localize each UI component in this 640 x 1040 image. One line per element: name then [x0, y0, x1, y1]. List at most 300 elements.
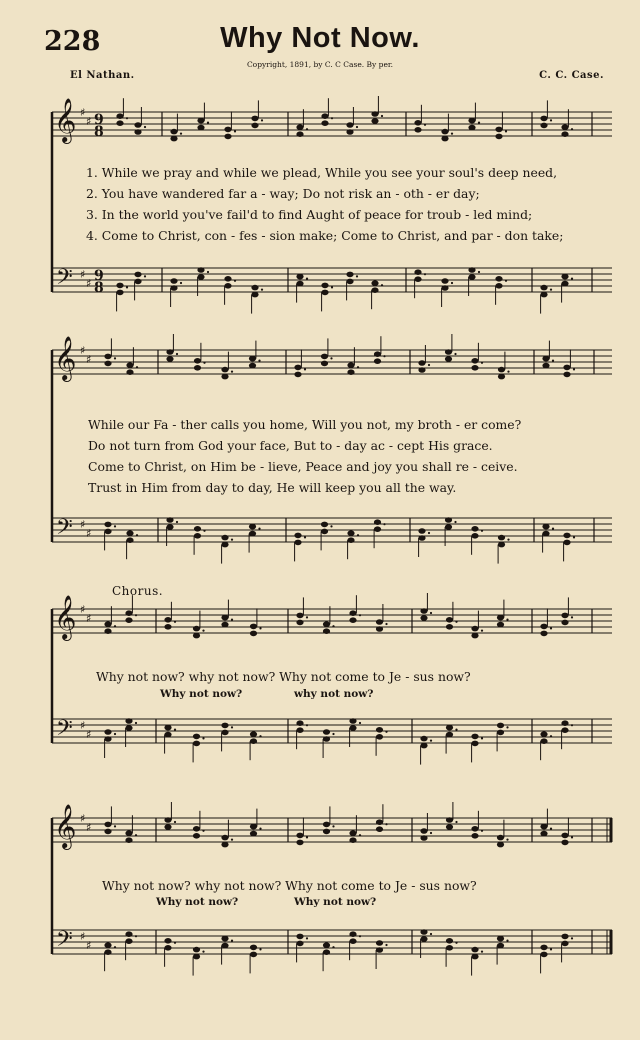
note-head: [376, 819, 383, 825]
chorus-echo-2b: Why not now?: [294, 896, 377, 908]
note-head: [542, 356, 549, 362]
note-head: [164, 938, 171, 944]
note-head: [420, 835, 427, 841]
note-head: [498, 535, 505, 541]
note-dot: [430, 612, 432, 614]
note-dot: [231, 940, 233, 942]
chorus-echo-1b: why not now?: [294, 688, 374, 700]
note-head: [420, 936, 427, 942]
note-dot: [430, 832, 432, 834]
note-head: [224, 276, 231, 282]
note-dot: [478, 122, 480, 124]
note-dot: [424, 124, 426, 126]
note-head: [104, 628, 111, 634]
note-dot: [306, 616, 308, 618]
note-head: [542, 363, 549, 369]
note-dot: [359, 834, 361, 836]
chorus-label: Chorus.: [112, 584, 164, 598]
treble-clef-icon: 𝄞: [54, 804, 77, 848]
note-dot: [114, 733, 116, 735]
note-dot: [231, 726, 233, 728]
note-dot: [234, 280, 236, 282]
note-head: [321, 354, 328, 360]
note-dot: [114, 525, 116, 527]
note-head: [323, 829, 330, 835]
note-head: [134, 129, 141, 135]
note-dot: [573, 536, 575, 538]
verse-3-line-2: Come to Christ, on Him be - lieve, Peace and joy you shall re - ceive.: [88, 459, 518, 474]
note-head: [471, 734, 478, 740]
time-sig-bottom: 8: [94, 280, 104, 296]
note-dot: [114, 825, 116, 827]
note-head: [164, 817, 171, 823]
note-head: [164, 945, 171, 951]
note-head: [224, 283, 231, 289]
note-dot: [357, 534, 359, 536]
note-head: [371, 118, 378, 124]
sharp-icon: ♯: [80, 268, 86, 281]
note-dot: [259, 627, 261, 629]
note-head: [296, 131, 303, 137]
note-dot: [428, 532, 430, 534]
composer: C. C. Case.: [539, 70, 604, 81]
note-head: [497, 622, 504, 628]
note-head: [323, 628, 330, 634]
treble-clef-icon: 𝄞: [54, 336, 77, 380]
note-dot: [385, 623, 387, 625]
sharp-icon: ♯: [80, 719, 86, 732]
note-head: [349, 725, 356, 731]
note-head: [561, 941, 568, 947]
note-head: [540, 945, 547, 951]
note-head: [296, 727, 303, 733]
note-dot: [259, 948, 261, 950]
note-head: [197, 125, 204, 131]
note-head: [104, 729, 111, 735]
note-head: [495, 276, 502, 282]
note-head: [418, 535, 425, 541]
note-head: [497, 943, 504, 949]
note-head: [323, 736, 330, 742]
note-head: [445, 517, 452, 523]
note-head: [126, 362, 133, 368]
note-head: [371, 287, 378, 293]
note-head: [376, 947, 383, 953]
note-head: [349, 938, 356, 944]
note-head: [134, 279, 141, 285]
note-head: [104, 621, 111, 627]
note-dot: [114, 357, 116, 359]
note-head: [446, 732, 453, 738]
note-head: [296, 620, 303, 626]
chorus-echo-2a: Why not now?: [156, 896, 239, 908]
note-head: [446, 617, 453, 623]
note-head: [542, 524, 549, 530]
note-dot: [571, 724, 573, 726]
note-head: [471, 947, 478, 953]
note-head: [347, 369, 354, 375]
note-head: [468, 118, 475, 124]
note-head: [347, 537, 354, 543]
note-dot: [481, 530, 483, 532]
note-head: [116, 113, 123, 119]
note-head: [540, 624, 547, 630]
note-head: [420, 608, 427, 614]
note-head: [250, 831, 257, 837]
note-head: [194, 533, 201, 539]
note-head: [221, 835, 228, 841]
note-head: [197, 118, 204, 124]
note-head: [250, 624, 257, 630]
sharp-icon: ♯: [80, 930, 86, 943]
note-head: [250, 731, 257, 737]
note-head: [561, 727, 568, 733]
note-head: [193, 826, 200, 832]
note-head: [296, 941, 303, 947]
note-dot: [383, 523, 385, 525]
note-head: [194, 358, 201, 364]
note-head: [170, 285, 177, 291]
note-head: [296, 613, 303, 619]
note-head: [296, 124, 303, 130]
note-dot: [359, 722, 361, 724]
note-head: [164, 732, 171, 738]
note-head: [221, 622, 228, 628]
note-head: [540, 952, 547, 958]
note-head: [420, 615, 427, 621]
note-dot: [259, 828, 261, 830]
note-dot: [180, 133, 182, 135]
note-dot: [176, 353, 178, 355]
note-dot: [135, 834, 137, 836]
note-head: [294, 372, 301, 378]
note-head: [296, 934, 303, 940]
note-dot: [174, 621, 176, 623]
note-head: [321, 120, 328, 126]
note-head: [104, 736, 111, 742]
note-head: [349, 610, 356, 616]
note-dot: [359, 935, 361, 937]
note-head: [321, 283, 328, 289]
note-dot: [454, 353, 456, 355]
note-dot: [330, 357, 332, 359]
sharp-icon: ♯: [86, 115, 92, 128]
note-head: [194, 365, 201, 371]
note-head: [296, 274, 303, 280]
note-dot: [202, 630, 204, 632]
note-dot: [478, 271, 480, 273]
note-head: [170, 136, 177, 142]
note-head: [446, 938, 453, 944]
chorus-echo-1a: Why not now?: [160, 688, 243, 700]
note-head: [134, 272, 141, 278]
note-head: [193, 741, 200, 747]
note-head: [125, 617, 132, 623]
treble-clef-icon: 𝄞: [54, 595, 77, 639]
verse-2-line-1: 2. You have wandered far a - way; Do not risk an - oth - er day;: [86, 186, 480, 201]
note-dot: [176, 521, 178, 523]
note-head: [376, 826, 383, 832]
note-head: [347, 530, 354, 536]
note-head: [446, 945, 453, 951]
note-head: [471, 826, 478, 832]
note-head: [193, 734, 200, 740]
note-head: [563, 372, 570, 378]
note-dot: [306, 937, 308, 939]
note-head: [125, 718, 132, 724]
note-head: [166, 349, 173, 355]
note-dot: [231, 371, 233, 373]
note-head: [374, 526, 381, 532]
note-head: [126, 369, 133, 375]
chorus-lyrics-2: Why not now? why not now? Why not come to Je - sus now?: [102, 878, 477, 893]
note-dot: [385, 731, 387, 733]
sharp-icon: ♯: [86, 527, 92, 540]
note-dot: [202, 951, 204, 953]
note-head: [249, 363, 256, 369]
note-dot: [332, 946, 334, 948]
note-head: [446, 817, 453, 823]
note-head: [376, 727, 383, 733]
note-head: [540, 123, 547, 129]
note-head: [441, 136, 448, 142]
note-head: [104, 949, 111, 955]
note-head: [371, 280, 378, 286]
note-head: [321, 113, 328, 119]
time-sig-top: 9: [94, 112, 104, 128]
note-head: [116, 283, 123, 289]
note-head: [251, 123, 258, 129]
note-dot: [455, 942, 457, 944]
note-head: [104, 361, 111, 367]
note-head: [471, 626, 478, 632]
note-dot: [174, 821, 176, 823]
note-head: [540, 738, 547, 744]
note-head: [540, 731, 547, 737]
note-head: [471, 741, 478, 747]
note-head: [193, 633, 200, 639]
note-head: [468, 267, 475, 273]
time-sig-top: 9: [94, 268, 104, 284]
note-dot: [144, 275, 146, 277]
note-head: [420, 929, 427, 935]
note-head: [420, 736, 427, 742]
note-dot: [330, 525, 332, 527]
bass-clef-icon: 𝄢: [56, 927, 73, 957]
note-head: [221, 842, 228, 848]
note-head: [166, 356, 173, 362]
note-dot: [455, 821, 457, 823]
note-head: [498, 367, 505, 373]
note-head: [323, 822, 330, 828]
lyricist: El Nathan.: [70, 70, 135, 81]
note-dot: [258, 360, 260, 362]
note-head: [346, 129, 353, 135]
note-head: [104, 354, 111, 360]
note-dot: [571, 836, 573, 838]
note-head: [164, 624, 171, 630]
note-head: [126, 530, 133, 536]
note-dot: [506, 940, 508, 942]
note-dot: [234, 130, 236, 132]
note-dot: [174, 729, 176, 731]
note-head: [104, 822, 111, 828]
note-dot: [383, 355, 385, 357]
note-dot: [304, 536, 306, 538]
note-dot: [481, 630, 483, 632]
note-head: [376, 626, 383, 632]
verse-3-line-1: 3. In the world you've fail'd to find Aught of peace for troub - led mind;: [86, 207, 533, 222]
note-head: [193, 833, 200, 839]
note-head: [321, 529, 328, 535]
note-head: [374, 351, 381, 357]
note-head: [224, 127, 231, 133]
note-dot: [550, 948, 552, 950]
note-head: [125, 610, 132, 616]
note-head: [349, 617, 356, 623]
sharp-icon: ♯: [80, 603, 86, 616]
note-head: [540, 116, 547, 122]
note-head: [194, 526, 201, 532]
note-head: [561, 131, 568, 137]
note-head: [125, 931, 132, 937]
note-head: [561, 620, 568, 626]
note-dot: [451, 133, 453, 135]
note-dot: [571, 278, 573, 280]
note-head: [166, 517, 173, 523]
note-dot: [202, 737, 204, 739]
note-dot: [114, 946, 116, 948]
note-head: [446, 725, 453, 731]
note-dot: [506, 619, 508, 621]
note-dot: [385, 944, 387, 946]
note-head: [471, 526, 478, 532]
note-head: [561, 720, 568, 726]
note-head: [221, 615, 228, 621]
note-head: [323, 729, 330, 735]
note-head: [126, 537, 133, 543]
note-dot: [424, 273, 426, 275]
note-head: [346, 279, 353, 285]
note-head: [441, 278, 448, 284]
note-head: [221, 723, 228, 729]
note-dot: [332, 825, 334, 827]
note-head: [376, 734, 383, 740]
note-head: [347, 362, 354, 368]
note-dot: [455, 729, 457, 731]
note-dot: [506, 726, 508, 728]
note-dot: [203, 530, 205, 532]
sharp-icon: ♯: [86, 353, 92, 366]
note-dot: [356, 275, 358, 277]
note-dot: [571, 128, 573, 130]
note-head: [374, 358, 381, 364]
note-head: [104, 522, 111, 528]
note-head: [221, 542, 228, 548]
note-head: [497, 842, 504, 848]
note-dot: [331, 117, 333, 119]
note-dot: [135, 722, 137, 724]
note-head: [418, 528, 425, 534]
note-dot: [507, 539, 509, 541]
note-dot: [506, 839, 508, 841]
note-head: [249, 531, 256, 537]
note-head: [323, 621, 330, 627]
note-dot: [261, 119, 263, 121]
note-head: [495, 283, 502, 289]
note-head: [296, 833, 303, 839]
copyright-notice: Copyright, 1891, by C. C Case. By per.: [246, 60, 394, 69]
note-head: [371, 111, 378, 117]
time-sig-bottom: 8: [94, 124, 104, 140]
note-dot: [135, 935, 137, 937]
note-head: [349, 718, 356, 724]
note-head: [497, 615, 504, 621]
note-dot: [207, 122, 209, 124]
note-head: [561, 281, 568, 287]
note-dot: [203, 362, 205, 364]
note-head: [323, 942, 330, 948]
note-dot: [306, 128, 308, 130]
note-dot: [259, 735, 261, 737]
note-head: [495, 134, 502, 140]
note-head: [542, 531, 549, 537]
note-head: [250, 945, 257, 951]
sharp-icon: ♯: [86, 612, 92, 625]
note-dot: [454, 521, 456, 523]
note-head: [561, 124, 568, 130]
verse-4-line-1: 4. Come to Christ, con - fes - sion make; Come to Christ, and par - don take;: [86, 228, 564, 243]
note-head: [497, 723, 504, 729]
note-head: [221, 367, 228, 373]
note-head: [561, 613, 568, 619]
note-head: [346, 122, 353, 128]
note-dot: [306, 278, 308, 280]
verse-1-line-2: While our Fa - ther calls you home, Will you not, my broth - er come?: [88, 417, 522, 432]
treble-clef-icon: 𝄞: [54, 98, 77, 142]
note-dot: [481, 830, 483, 832]
note-dot: [306, 724, 308, 726]
note-head: [125, 837, 132, 843]
note-head: [374, 519, 381, 525]
note-head: [471, 633, 478, 639]
note-dot: [505, 130, 507, 132]
note-dot: [357, 366, 359, 368]
note-head: [471, 533, 478, 539]
note-dot: [481, 951, 483, 953]
note-head: [414, 269, 421, 275]
note-dot: [144, 126, 146, 128]
note-dot: [231, 539, 233, 541]
note-dot: [207, 271, 209, 273]
note-head: [104, 529, 111, 535]
note-head: [170, 129, 177, 135]
note-head: [250, 952, 257, 958]
note-head: [540, 631, 547, 637]
note-head: [193, 626, 200, 632]
sharp-icon: ♯: [86, 939, 92, 952]
note-head: [221, 943, 228, 949]
note-head: [540, 292, 547, 298]
note-head: [471, 954, 478, 960]
note-head: [250, 824, 257, 830]
note-head: [563, 540, 570, 546]
note-dot: [126, 286, 128, 288]
note-head: [104, 942, 111, 948]
note-head: [197, 274, 204, 280]
note-dot: [385, 823, 387, 825]
note-head: [321, 522, 328, 528]
